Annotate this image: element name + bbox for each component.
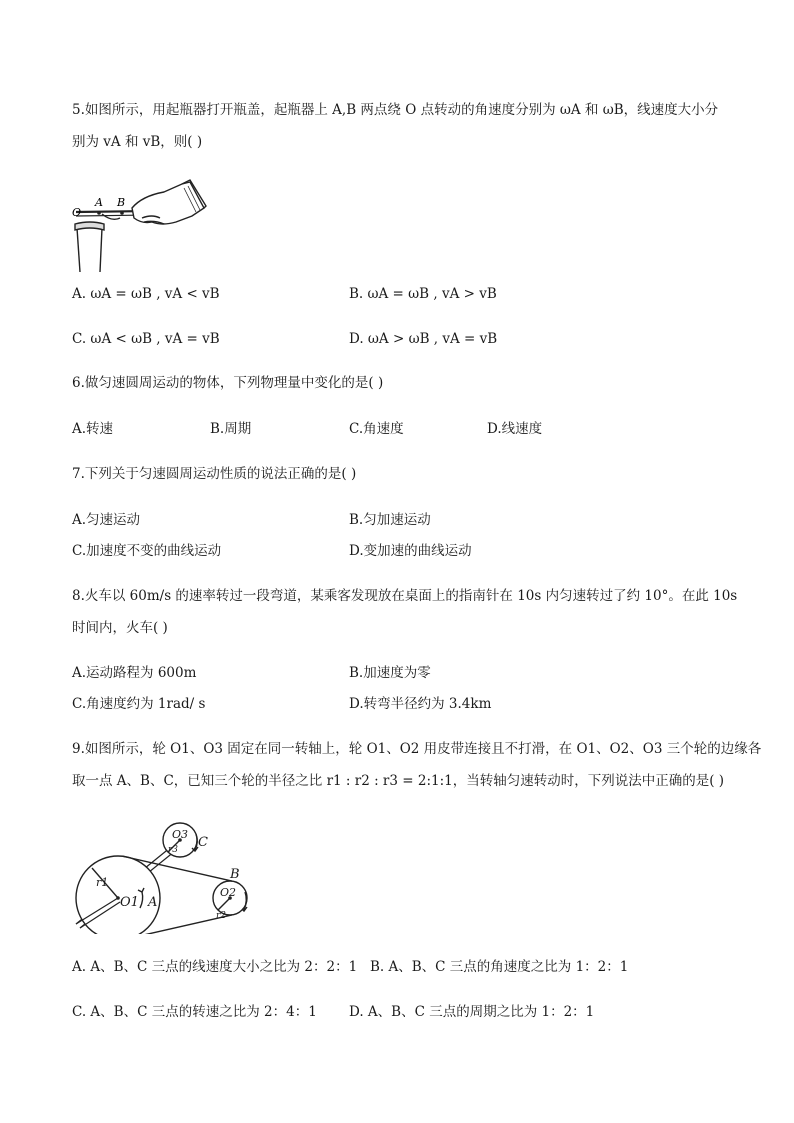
bottle-opener-figure (72, 178, 210, 274)
q8-stem-line1: 8.火车以 60m/s 的速率转过一段弯道，某乘客发现放在桌面上的指南针在 10s 内匀速转过了约 10°。在此 10s (72, 588, 738, 604)
q8-option-c: C.角速度约为 1rad/ s (72, 696, 206, 712)
q8-option-a: A.运动路程为 600m (72, 665, 197, 681)
q9-option-a: A. A、B、C 三点的线速度大小之比为 2：2：1 (72, 959, 358, 975)
label-c: C (198, 835, 208, 850)
pulley-system-figure (70, 818, 270, 934)
q5-option-a: A. ωA = ωB , vA < vB (72, 286, 220, 302)
q9-option-d: D. A、B、C 三点的周期之比为 1：2：1 (349, 1004, 595, 1020)
q7-option-c: C.加速度不变的曲线运动 (72, 543, 222, 559)
q6-stem: 6.做匀速圆周运动的物体，下列物理量中变化的是( ) (72, 375, 384, 391)
q5-stem-line1: 5.如图所示，用起瓶器打开瓶盖，起瓶器上 A,B 两点绕 O 点转动的角速度分别为 ωA 和 ωB，线速度大小分 (72, 102, 719, 118)
q8-option-d: D.转弯半径约为 3.4km (349, 696, 492, 712)
label-b: B (117, 196, 126, 209)
label-o3: O3 (172, 828, 189, 841)
label-o1: O1 (120, 895, 139, 910)
q8-option-b: B.加速度为零 (349, 665, 431, 681)
label-a: A (95, 196, 103, 209)
q8-stem-line2: 时间内，火车( ) (72, 620, 168, 636)
label-b: B (230, 867, 240, 882)
point-a-dot (97, 211, 101, 215)
q6-option-a: A.转速 (72, 421, 114, 437)
label-r1: r1 (96, 876, 109, 889)
label-r3: r3 (168, 845, 179, 855)
label-a: A (148, 895, 158, 910)
q5-option-d: D. ωA > ωB , vA = vB (349, 331, 498, 347)
q7-option-d: D.变加速的曲线运动 (349, 543, 472, 559)
q7-option-b: B.匀加速运动 (349, 512, 431, 528)
q7-option-a: A.匀速运动 (72, 512, 141, 528)
label-o2: O2 (220, 886, 237, 899)
q9-option-c: C. A、B、C 三点的转速之比为 2：4：1 (72, 1004, 317, 1020)
q5-option-b: B. ωA = ωB , vA > vB (349, 286, 497, 302)
q5-option-c: C. ωA < ωB , vA = vB (72, 331, 220, 347)
q5-stem-line2: 别为 vA 和 vB，则( ) (72, 134, 203, 150)
q6-option-d: D.线速度 (487, 421, 543, 437)
q6-option-b: B.周期 (210, 421, 252, 437)
q9-stem-line2: 取一点 A、B、C，已知三个轮的半径之比 r1 : r2 : r3 = 2:1:1，当转轴匀速转动时，下列说法中正确的是( ) (72, 773, 725, 789)
q9-stem-line1: 9.如图所示，轮 O1、O3 固定在同一转轴上，轮 O1、O2 用皮带连接且不打滑，在 O1、O2、O3 三个轮的边缘各 (72, 741, 762, 757)
point-b-dot (120, 211, 124, 215)
q6-option-c: C.角速度 (349, 421, 404, 437)
q7-stem: 7.下列关于匀速圆周运动性质的说法正确的是( ) (72, 466, 357, 482)
label-r2: r2 (216, 911, 227, 921)
q9-option-b: B. A、B、C 三点的角速度之比为 1：2：1 (370, 959, 629, 975)
label-o: O (72, 206, 82, 219)
